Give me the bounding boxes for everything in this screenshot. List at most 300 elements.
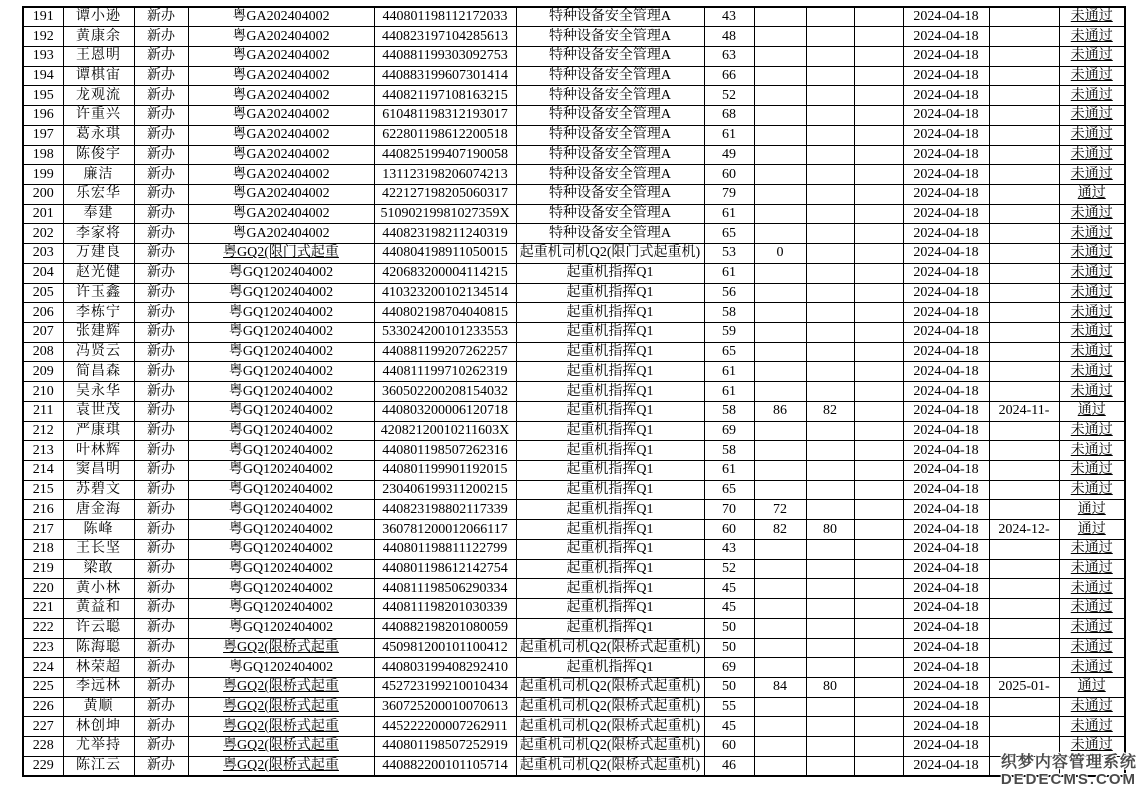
cell-issue-date [989,599,1059,619]
cell-issue-date [989,638,1059,658]
cell-issue-date [989,480,1059,500]
cell-exam-date: 2024-04-18 [903,401,989,421]
cell-exam-date: 2024-04-18 [903,342,989,362]
cell-result-link[interactable]: 通过 [1059,500,1125,520]
cell-category: 起重机指挥Q1 [516,401,704,421]
cell-project-no: 粤GQ1202404002 [188,362,374,382]
cell-id-number: 410323200102134514 [374,283,516,303]
cell-score2 [754,697,806,717]
cell-score1: 70 [704,500,754,520]
cell-exam-date: 2024-04-18 [903,184,989,204]
cell-name: 梁敢 [63,559,134,579]
cell-project-no: 粤GQ1202404002 [188,323,374,343]
cell-score4 [854,46,903,66]
cell-category: 特种设备安全管理A [516,165,704,185]
cell-result-link[interactable]: 未通过 [1059,27,1125,47]
cell-category: 起重机指挥Q1 [516,658,704,678]
cell-issue-date [989,86,1059,106]
cell-score4 [854,382,903,402]
cell-result-link[interactable]: 未通过 [1059,66,1125,86]
cell-category: 起重机司机Q2(限桥式起重机) [516,756,704,776]
cell-category: 起重机指挥Q1 [516,618,704,638]
cell-score4 [854,539,903,559]
cell-seq: 202 [23,224,63,244]
cell-category: 起重机司机Q2(限桥式起重机) [516,717,704,737]
cell-issue-date [989,362,1059,382]
cell-exam-date: 2024-04-18 [903,638,989,658]
cell-score1: 46 [704,756,754,776]
cell-name: 严康琪 [63,421,134,441]
cell-score3 [806,618,854,638]
cell-score3 [806,658,854,678]
cell-category: 起重机司机Q2(限桥式起重机) [516,697,704,717]
cell-project-no: 粤GQ1202404002 [188,618,374,638]
cell-apply-type: 新办 [134,145,188,165]
cell-result-link[interactable]: 未通过 [1059,224,1125,244]
cell-result-link[interactable]: 未通过 [1059,46,1125,66]
cell-project-no: 粤GQ1202404002 [188,303,374,323]
cell-score1: 58 [704,441,754,461]
table-row [23,658,1125,678]
cell-result-link[interactable]: 未通过 [1059,559,1125,579]
cell-result-link[interactable]: 未通过 [1059,717,1125,737]
cell-seq: 208 [23,342,63,362]
cell-score4 [854,263,903,283]
cell-id-number: 42082120010211603X [374,421,516,441]
cell-result-link[interactable]: 未通过 [1059,618,1125,638]
cell-project-no: 粤GA202404002 [188,86,374,106]
cell-score3 [806,27,854,47]
cell-name: 谭小逊 [63,7,134,27]
cell-score1: 45 [704,579,754,599]
cell-id-number: 440802198704040815 [374,303,516,323]
cell-id-number: 440801198811122799 [374,539,516,559]
table-row [23,480,1125,500]
table-row [23,697,1125,717]
cell-score2 [754,638,806,658]
cell-score2: 0 [754,244,806,264]
cell-exam-date: 2024-04-18 [903,125,989,145]
cell-id-number: 610481198312193017 [374,106,516,126]
cell-issue-date: 2024-12- [989,520,1059,540]
cell-score1: 56 [704,283,754,303]
cell-result-link[interactable]: 未通过 [1059,658,1125,678]
cell-score2 [754,303,806,323]
table-row [23,66,1125,86]
cell-exam-date: 2024-04-18 [903,618,989,638]
cell-id-number: 230406199311200215 [374,480,516,500]
cell-score2 [754,125,806,145]
cell-issue-date [989,184,1059,204]
cell-seq: 224 [23,658,63,678]
cell-category: 特种设备安全管理A [516,145,704,165]
cell-name: 乐宏华 [63,184,134,204]
cell-project-no: 粤GA202404002 [188,204,374,224]
cell-exam-date: 2024-04-18 [903,283,989,303]
cell-score4 [854,7,903,27]
cell-result-link[interactable]: 未通过 [1059,421,1125,441]
cell-issue-date [989,145,1059,165]
cell-seq: 198 [23,145,63,165]
cell-id-number: 440823197104285613 [374,27,516,47]
cell-issue-date [989,658,1059,678]
table-row [23,559,1125,579]
cell-score3 [806,125,854,145]
cell-score4 [854,66,903,86]
cell-seq: 211 [23,401,63,421]
cell-id-number: 452723199210010434 [374,677,516,697]
cell-result-link[interactable]: 未通过 [1059,86,1125,106]
cell-seq: 200 [23,184,63,204]
cell-issue-date [989,539,1059,559]
cell-id-number: 440811198201030339 [374,599,516,619]
cell-score3 [806,66,854,86]
cell-seq: 223 [23,638,63,658]
cell-score1: 68 [704,106,754,126]
cell-score2 [754,342,806,362]
cell-score1: 60 [704,165,754,185]
cell-score3 [806,539,854,559]
table-row [23,401,1125,421]
cell-apply-type: 新办 [134,382,188,402]
cell-score1: 50 [704,618,754,638]
cell-exam-date: 2024-04-18 [903,303,989,323]
table-row [23,46,1125,66]
cell-issue-date [989,263,1059,283]
cell-score4 [854,283,903,303]
cell-id-number: 440811198506290334 [374,579,516,599]
cell-score4 [854,244,903,264]
cell-id-number: 422127198205060317 [374,184,516,204]
cell-score4 [854,106,903,126]
cell-score1: 69 [704,421,754,441]
watermark-text-en: DEDECMS.COM [1000,770,1137,788]
cell-exam-date: 2024-04-18 [903,441,989,461]
cell-issue-date: 2025-01- [989,677,1059,697]
cell-issue-date [989,697,1059,717]
cell-result-link[interactable]: 未通过 [1059,737,1125,757]
cell-id-number: 440803200006120718 [374,401,516,421]
cell-id-number: 440804198911050015 [374,244,516,264]
cell-result-link[interactable]: 通过 [1059,520,1125,540]
table-row [23,244,1125,264]
cell-result-link[interactable]: 未通过 [1059,441,1125,461]
cell-score3: 80 [806,677,854,697]
cell-name: 李家将 [63,224,134,244]
cell-result-link[interactable]: 未通过 [1059,599,1125,619]
cell-project-no: 粤GQ2(限桥式起重 [188,717,374,737]
cell-exam-date: 2024-04-18 [903,244,989,264]
cell-score3 [806,441,854,461]
cell-score2 [754,66,806,86]
table-row [23,579,1125,599]
cell-project-no: 粤GQ1202404002 [188,401,374,421]
cell-result-link[interactable]: 未通过 [1059,323,1125,343]
cell-name: 尤举持 [63,737,134,757]
cell-id-number: 440801198507252919 [374,737,516,757]
cell-exam-date: 2024-04-18 [903,323,989,343]
cell-apply-type: 新办 [134,539,188,559]
watermark-text-cn: 织梦内容管理系统 [1000,753,1137,771]
cell-name: 叶林辉 [63,441,134,461]
cell-project-no: 粤GQ1202404002 [188,539,374,559]
cell-score3 [806,244,854,264]
cell-score4 [854,559,903,579]
cell-score2 [754,559,806,579]
cell-project-no: 粤GQ2(限门式起重 [188,244,374,264]
cell-category: 起重机指挥Q1 [516,480,704,500]
cell-score1: 60 [704,737,754,757]
cell-score3 [806,165,854,185]
cell-name: 黄小林 [63,579,134,599]
cell-apply-type: 新办 [134,421,188,441]
cell-score1: 61 [704,125,754,145]
cell-project-no: 粤GA202404002 [188,184,374,204]
cell-issue-date [989,283,1059,303]
cell-result-link[interactable]: 通过 [1059,401,1125,421]
cell-seq: 204 [23,263,63,283]
cell-score3 [806,323,854,343]
cell-seq: 209 [23,362,63,382]
cell-seq: 228 [23,737,63,757]
cell-exam-date: 2024-04-18 [903,362,989,382]
cell-score2 [754,184,806,204]
cell-category: 特种设备安全管理A [516,204,704,224]
cell-exam-date: 2024-04-18 [903,697,989,717]
cell-score2 [754,86,806,106]
cell-score2 [754,599,806,619]
cell-exam-date: 2024-04-18 [903,204,989,224]
cell-apply-type: 新办 [134,263,188,283]
cell-category: 特种设备安全管理A [516,66,704,86]
cell-score1: 65 [704,224,754,244]
cell-category: 起重机指挥Q1 [516,362,704,382]
cell-score3 [806,204,854,224]
cell-result-link[interactable]: 未通过 [1059,461,1125,481]
cell-name: 许玉鑫 [63,283,134,303]
cell-result-link[interactable]: 未通过 [1059,145,1125,165]
cell-result-link[interactable]: 通过 [1059,184,1125,204]
cell-score4 [854,342,903,362]
cell-score4 [854,480,903,500]
cell-exam-date: 2024-04-18 [903,106,989,126]
cell-result-link[interactable]: 未通过 [1059,125,1125,145]
cell-name: 奉建 [63,204,134,224]
cell-score2 [754,579,806,599]
cell-name: 王长坚 [63,539,134,559]
cell-category: 特种设备安全管理A [516,27,704,47]
cell-category: 特种设备安全管理A [516,7,704,27]
cell-seq: 210 [23,382,63,402]
cell-result-link[interactable]: 未通过 [1059,303,1125,323]
cell-score3 [806,382,854,402]
cell-project-no: 粤GQ1202404002 [188,283,374,303]
cell-result-link[interactable]: 未通过 [1059,382,1125,402]
cell-score4 [854,224,903,244]
cell-project-no: 粤GQ1202404002 [188,559,374,579]
table-row [23,717,1125,737]
cell-name: 许云聪 [63,618,134,638]
cell-seq: 212 [23,421,63,441]
cell-result-link[interactable]: 未通过 [1059,204,1125,224]
cell-result-link[interactable]: 未通过 [1059,342,1125,362]
cell-score4 [854,579,903,599]
cell-score1: 60 [704,520,754,540]
cell-result-link[interactable]: 通过 [1059,677,1125,697]
cell-seq: 196 [23,106,63,126]
cell-name: 吴永华 [63,382,134,402]
cell-score1: 65 [704,342,754,362]
cell-issue-date [989,46,1059,66]
cell-score2 [754,461,806,481]
cell-apply-type: 新办 [134,599,188,619]
cell-seq: 214 [23,461,63,481]
cell-apply-type: 新办 [134,677,188,697]
cell-name: 黄顺 [63,697,134,717]
cell-issue-date [989,244,1059,264]
cell-name: 王恩明 [63,46,134,66]
cell-category: 起重机指挥Q1 [516,441,704,461]
cell-category: 起重机指挥Q1 [516,500,704,520]
table-row [23,362,1125,382]
cell-category: 起重机指挥Q1 [516,382,704,402]
table-row [23,618,1125,638]
cell-id-number: 440881199303092753 [374,46,516,66]
table-row [23,382,1125,402]
cell-seq: 222 [23,618,63,638]
cell-exam-date: 2024-04-18 [903,480,989,500]
cell-apply-type: 新办 [134,303,188,323]
cell-score2 [754,145,806,165]
cell-apply-type: 新办 [134,520,188,540]
table-row [23,520,1125,540]
cell-score2 [754,717,806,737]
cell-name: 张建辉 [63,323,134,343]
cell-score2: 82 [754,520,806,540]
cell-issue-date [989,421,1059,441]
cell-category: 起重机指挥Q1 [516,263,704,283]
cell-score1: 49 [704,145,754,165]
cell-result-link[interactable]: 未通过 [1059,263,1125,283]
table-row [23,27,1125,47]
cell-score2 [754,283,806,303]
cell-seq: 199 [23,165,63,185]
cell-score4 [854,461,903,481]
cell-name: 袁世茂 [63,401,134,421]
cell-score1: 63 [704,46,754,66]
cell-score1: 52 [704,559,754,579]
cell-category: 特种设备安全管理A [516,224,704,244]
cell-apply-type: 新办 [134,342,188,362]
cell-issue-date [989,579,1059,599]
cell-score1: 58 [704,303,754,323]
cell-score3 [806,224,854,244]
cell-score1: 59 [704,323,754,343]
cell-project-no: 粤GQ1202404002 [188,421,374,441]
cell-category: 起重机指挥Q1 [516,303,704,323]
cell-score4 [854,737,903,757]
table-row [23,263,1125,283]
cell-result-link[interactable]: 未通过 [1059,539,1125,559]
cell-score3 [806,697,854,717]
cell-score4 [854,599,903,619]
cell-apply-type: 新办 [134,323,188,343]
cell-score2 [754,362,806,382]
cell-seq: 197 [23,125,63,145]
cell-name: 李栋宁 [63,303,134,323]
cell-score2: 86 [754,401,806,421]
cell-apply-type: 新办 [134,66,188,86]
cell-result-link[interactable]: 未通过 [1059,283,1125,303]
cell-name: 林创坤 [63,717,134,737]
cell-exam-date: 2024-04-18 [903,46,989,66]
cell-score4 [854,421,903,441]
cell-result-link[interactable]: 未通过 [1059,106,1125,126]
cell-result-link[interactable]: 未通过 [1059,165,1125,185]
cell-score2 [754,323,806,343]
cell-score3 [806,86,854,106]
cell-result-link[interactable]: 未通过 [1059,362,1125,382]
cell-score3 [806,500,854,520]
table-row [23,756,1125,776]
cell-name: 许重兴 [63,106,134,126]
cell-apply-type: 新办 [134,362,188,382]
cell-score1: 43 [704,7,754,27]
table-row [23,86,1125,106]
cell-project-no: 粤GQ2(限桥式起重 [188,697,374,717]
cell-score2 [754,7,806,27]
cell-exam-date: 2024-04-18 [903,500,989,520]
cell-result-link[interactable]: 未通过 [1059,697,1125,717]
cell-name: 简昌森 [63,362,134,382]
cell-seq: 218 [23,539,63,559]
cell-category: 起重机司机Q2(限桥式起重机) [516,638,704,658]
cell-score2 [754,382,806,402]
cell-result-link[interactable]: 未通过 [1059,638,1125,658]
exam-results-table [22,6,1126,777]
cell-category: 特种设备安全管理A [516,86,704,106]
cell-result-link[interactable]: 未通过 [1059,480,1125,500]
cell-exam-date: 2024-04-18 [903,263,989,283]
cell-score1: 61 [704,461,754,481]
cell-score4 [854,500,903,520]
cell-project-no: 粤GQ2(限桥式起重 [188,756,374,776]
cell-seq: 226 [23,697,63,717]
cell-category: 起重机指挥Q1 [516,461,704,481]
cell-project-no: 粤GA202404002 [188,125,374,145]
cell-category: 起重机司机Q2(限门式起重机) [516,244,704,264]
cell-score4 [854,677,903,697]
cell-score1: 61 [704,382,754,402]
cell-result-link[interactable]: 未通过 [1059,7,1125,27]
table-row [23,323,1125,343]
cell-exam-date: 2024-04-18 [903,677,989,697]
cell-project-no: 粤GQ1202404002 [188,658,374,678]
cell-score4 [854,756,903,776]
cell-score3 [806,184,854,204]
cell-exam-date: 2024-04-18 [903,27,989,47]
cell-score2 [754,263,806,283]
cell-score4 [854,401,903,421]
cell-seq: 229 [23,756,63,776]
cell-apply-type: 新办 [134,559,188,579]
cell-score1: 48 [704,27,754,47]
cell-result-link[interactable]: 未通过 [1059,579,1125,599]
cell-exam-date: 2024-04-18 [903,421,989,441]
cell-id-number: 440882198201080059 [374,618,516,638]
cell-result-link[interactable]: 未通过 [1059,244,1125,264]
cell-score1: 61 [704,263,754,283]
